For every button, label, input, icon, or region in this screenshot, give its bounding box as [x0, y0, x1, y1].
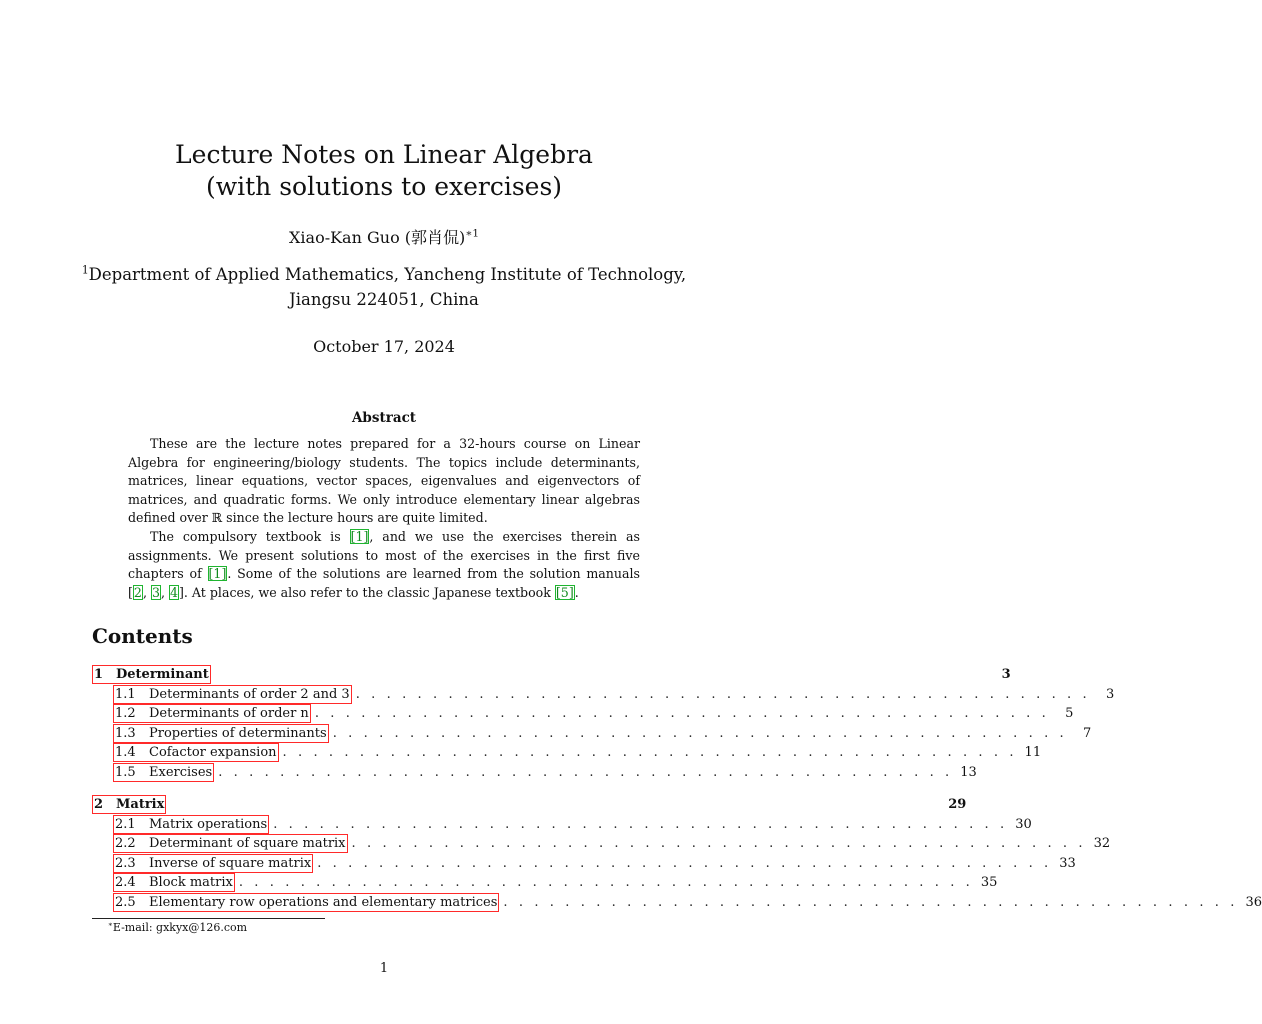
- citation-link-1[interactable]: [1]: [350, 528, 369, 544]
- document-title: [0, 139, 768, 203]
- author-line: [0, 225, 768, 248]
- toc-page-number: 32: [1093, 836, 1111, 851]
- citation-link-4[interactable]: 4: [169, 584, 178, 600]
- toc-subsection: [113, 724, 1092, 743]
- contents-heading: Contents: [92, 624, 193, 648]
- abstract-heading: Abstract: [351, 410, 417, 426]
- toc-subsection: [113, 763, 977, 782]
- citation-link-5[interactable]: [5]: [555, 584, 574, 600]
- affiliation: [0, 262, 768, 312]
- toc-page-number: 29: [948, 797, 967, 812]
- citation-link-2[interactable]: 2: [133, 584, 142, 600]
- leader-dots: . . . . . . . . . . . . . . . . . . . . . . . . . . . . . . . . . . . . . . . . . . . . . . . .: [503, 894, 1238, 910]
- author-name: Xiao-Kan Guo (郭肖侃): [289, 228, 466, 247]
- toc-link[interactable]: 2.1 Matrix operations: [115, 816, 268, 832]
- footnote-text: E-mail: gxkyx@126.com: [112, 921, 248, 934]
- footnote-rule: [92, 918, 325, 919]
- date: October 17, 2024: [313, 337, 455, 356]
- leader-dots: . . . . . . . . . . . . . . . . . . . . . . . . . . . . . . . . . . . . . . . . . . . . . . . .: [314, 706, 1050, 721]
- toc-subsection: [113, 854, 1076, 873]
- leader-dots: . . . . . . . . . . . . . . . . . . . . . . . . . . . . . . . . . . . . . . . . . . . . . . . .: [317, 855, 1052, 871]
- toc-link[interactable]: 1.2 Determinants of order n: [115, 706, 309, 721]
- footnote: [108, 921, 247, 934]
- toc-link[interactable]: 1 Determinant: [94, 667, 209, 682]
- toc-link[interactable]: 2 Matrix: [94, 797, 165, 812]
- toc-link[interactable]: 2.4 Block matrix: [115, 875, 233, 890]
- toc-subsection: [113, 704, 1074, 723]
- toc-subsection: [113, 685, 1115, 704]
- toc-subsection: [113, 873, 998, 892]
- toc-page-number: 11: [1024, 745, 1042, 760]
- toc-section-determinant: [92, 665, 1011, 684]
- toc-page-number: 30: [1015, 816, 1032, 832]
- toc-subsection: [113, 815, 1032, 834]
- abstract-paragraph-1: These are the lecture notes prepared for a 32-hours course on Linear Algebra for engineering/biology students. The topics include determinants, matrices, linear equations, vector spaces, eigenvalues and eigenvectors of matrices, and quadratic forms. We only introduce elementary linear algebras defined over ℝ since the lecture hours are quite limited.: [128, 436, 640, 526]
- leader-dots: . . . . . . . . . . . . . . . . . . . . . . . . . . . . . . . . . . . . . . . . . . . . . . . .: [332, 725, 1068, 741]
- leader-dots: . . . . . . . . . . . . . . . . . . . . . . . . . . . . . . . . . . . . . . . . . . . . . . . .: [351, 836, 1087, 851]
- toc-link[interactable]: 2.3 Inverse of square matrix: [115, 855, 312, 871]
- author-marks: ∗1: [465, 227, 479, 240]
- leader-dots: . . . . . . . . . . . . . . . . . . . . . . . . . . . . . . . . . . . . . . . . . . . . . . . .: [238, 875, 974, 890]
- title-line-1: Lecture Notes on Linear Algebra: [175, 140, 593, 169]
- citation-link-1[interactable]: [1]: [208, 566, 227, 582]
- toc-link[interactable]: 1.3 Properties of determinants: [115, 725, 327, 741]
- leader-dots: . . . . . . . . . . . . . . . . . . . . . . . . . . . . . . . . . . . . . . . . . . . . . . . .: [282, 745, 1018, 760]
- citation-link-3[interactable]: 3: [151, 584, 160, 600]
- toc-link[interactable]: 1.5 Exercises: [115, 764, 213, 780]
- abstract-body: [128, 435, 640, 602]
- affiliation-line-2: Jiangsu 224051, China: [289, 290, 479, 309]
- toc-link[interactable]: 1.1 Determinants of order 2 and 3: [115, 686, 350, 702]
- toc-page-number: 3: [1105, 686, 1115, 702]
- toc-page-number: 3: [1001, 667, 1011, 682]
- toc-page-number: 5: [1065, 706, 1074, 721]
- leader-dots: . . . . . . . . . . . . . . . . . . . . . . . . . . . . . . . . . . . . . . . . . . . . . . . .: [273, 816, 1008, 832]
- page-number: 1: [379, 961, 389, 976]
- toc-subsection: [113, 834, 1111, 853]
- toc-page-number: 7: [1083, 725, 1092, 741]
- title-line-2: (with solutions to exercises): [205, 172, 563, 201]
- toc-section-matrix: [92, 795, 967, 814]
- leader-dots: . . . . . . . . . . . . . . . . . . . . . . . . . . . . . . . . . . . . . . . . . . . . . . . .: [218, 764, 953, 780]
- toc-page-number: 36: [1245, 894, 1262, 910]
- abstract-paragraph-2: The compulsory textbook is [1], and we use the exercises therein as assignments. We present solutions to most of the exercises in the first five chapters of [1]. Some of the solutions are learned from the solution manuals [2, 3, 4]. At places, we also refer to the classic Japanese textbook [5].: [128, 528, 640, 600]
- toc-link[interactable]: 1.4 Cofactor expansion: [115, 745, 277, 760]
- footnote-mark: ∗: [108, 919, 113, 929]
- toc-page-number: 33: [1059, 855, 1076, 871]
- affiliation-mark: 1: [81, 263, 89, 277]
- leader-dots: . . . . . . . . . . . . . . . . . . . . . . . . . . . . . . . . . . . . . . . . . . . . . . . .: [355, 686, 1091, 702]
- toc-link[interactable]: 2.5 Elementary row operations and elementary matrices: [115, 894, 498, 910]
- toc-subsection: [113, 743, 1042, 762]
- toc-page-number: 35: [980, 875, 998, 890]
- toc-subsection: [113, 893, 1262, 912]
- toc-link[interactable]: 2.2 Determinant of square matrix: [115, 836, 346, 851]
- affiliation-line-1: $^1$Department of Applied Mathematics, Yancheng Institute of Technology,: [81, 263, 687, 284]
- toc-page-number: 13: [960, 764, 977, 780]
